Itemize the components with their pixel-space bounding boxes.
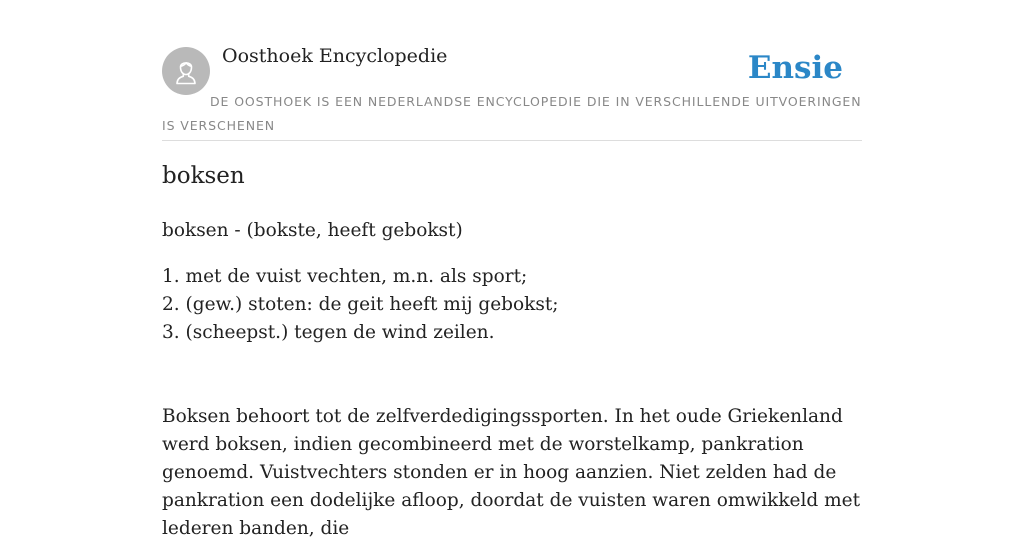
site-tagline: DE OOSTHOEK IS EEN NEDERLANDSE ENCYCLOPEDIE DIE IN VERSCHILLENDE UITVOERINGEN IS VERSCHENEN [162,94,862,133]
entry-headword: boksen - (bokste, heeft gebokst) [162,220,463,241]
site-name[interactable]: Oosthoek Encyclopedie [222,45,448,67]
site-header [162,0,862,141]
avatar[interactable] [162,47,210,95]
entry-body: Boksen behoort tot de zelfverdedigingssporten. In het oude Griekenland werd boksen, indien gecombineerd met de worstelkamp, pankration genoemd. Vuistvechters stonden er in hoog aanzien. Niet zelden had de pankration een dodelijke afloop, doordat de vuisten waren omwikkeld met lederen banden, die [162,406,861,539]
brand-logo[interactable]: Ensie [747,50,843,86]
meaning-item: 3. (scheepst.) tegen de wind zeilen. [162,322,495,343]
page [162,0,862,539]
entry-title: boksen [162,163,245,189]
user-icon [171,56,201,86]
meaning-item: 1. met de vuist vechten, m.n. als sport; [162,266,528,287]
meaning-item: 2. (gew.) stoten: de geit heeft mij gebokst; [162,294,559,315]
meanings-list [162,263,559,347]
